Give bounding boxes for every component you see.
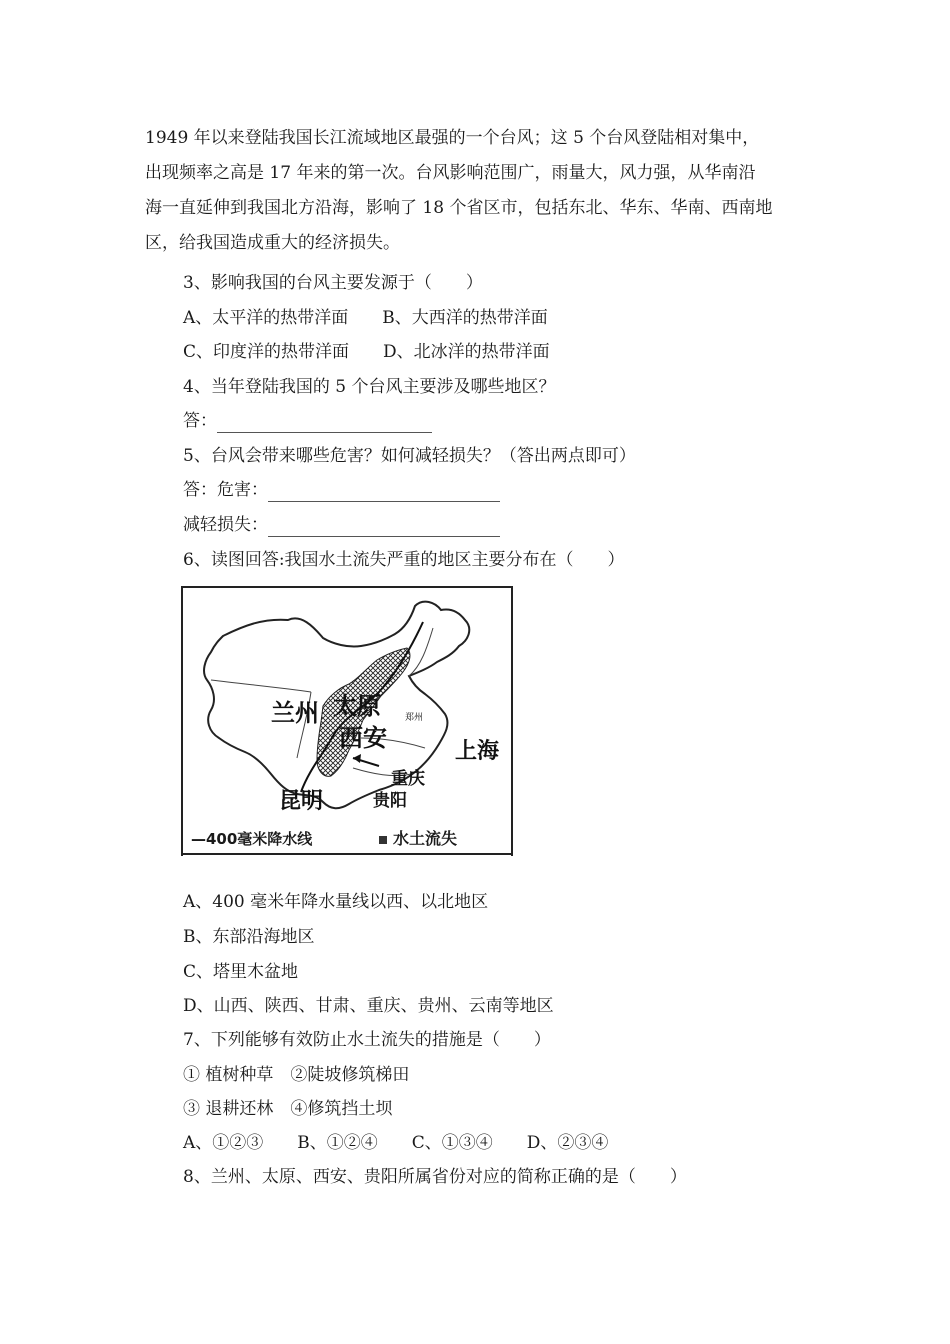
legend-precipitation-line: —400毫米降水线	[191, 830, 313, 848]
harm-label: 答：危害：	[183, 480, 268, 500]
paragraph-line-3: 海一直延伸到我国北方沿海，影响了 18 个省区市，包括东北、华东、华南、西南地	[145, 198, 773, 218]
question-5-reduce-row	[183, 513, 500, 537]
paragraph-line-2: 出现频率之高是 17 年来的第一次。台风影响范围广，雨量大，风力强，从华南沿	[145, 163, 756, 183]
question-7-measures-2: ③ 退耕还林 ④修筑挡土坝	[183, 1099, 393, 1119]
question-8: 8、兰州、太原、西安、贵阳所属省份对应的简称正确的是（ ）	[183, 1167, 687, 1187]
legend-erosion-swatch	[379, 836, 387, 844]
paragraph-line-4: 区，给我国造成重大的经济损失。	[145, 233, 400, 253]
map-label-lanzhou: 兰州	[271, 699, 319, 727]
question-5: 5、台风会带来哪些危害？如何减轻损失？（答出两点即可）	[183, 446, 636, 466]
question-7: 7、下列能够有效防止水土流失的措施是（ ）	[183, 1030, 551, 1050]
reduce-blank[interactable]	[268, 518, 500, 537]
question-6-option-b: B、东部沿海地区	[183, 927, 315, 947]
question-3: 3、影响我国的台风主要发源于（ ）	[183, 273, 483, 293]
question-6-option-a: A、400 毫米年降水量线以西、以北地区	[183, 892, 489, 912]
question-3-options-cd: C、印度洋的热带洋面 D、北冰洋的热带洋面	[183, 342, 550, 362]
map-label-chongqing: 重庆	[391, 769, 425, 789]
question-5-harm-row	[183, 478, 500, 502]
answer-label: 答：	[183, 411, 217, 431]
answer-blank[interactable]	[217, 414, 432, 433]
question-4-answer-row	[183, 409, 432, 433]
question-6-option-c: C、塔里木盆地	[183, 962, 299, 982]
harm-blank[interactable]	[268, 483, 500, 502]
map-label-xian: 西安	[339, 724, 387, 752]
map-label-guiyang: 贵阳	[373, 791, 407, 811]
map-label-kunming: 昆明	[279, 789, 324, 814]
china-soil-erosion-map	[181, 586, 513, 856]
reduce-label: 减轻损失：	[183, 515, 268, 535]
map-label-shanghai: 上海	[455, 739, 500, 764]
question-6-option-d: D、山西、陕西、甘肃、重庆、贵州、云南等地区	[183, 996, 554, 1016]
legend-soil-erosion	[379, 826, 457, 849]
question-3-options-ab: A、太平洋的热带洋面 B、大西洋的热带洋面	[183, 308, 548, 328]
map-label-zhengzhou: 郑州	[405, 713, 424, 723]
question-7-options: A、①②③ B、①②④ C、①③④ D、②③④	[183, 1133, 609, 1153]
legend-erosion-label: 水土流失	[393, 829, 458, 848]
question-7-measures-1: ① 植树种草 ②陡坡修筑梯田	[183, 1065, 410, 1085]
question-6: 6、读图回答:我国水土流失严重的地区主要分布在（ ）	[183, 550, 625, 570]
paragraph-line-1: 1949 年以来登陆我国长江流域地区最强的一个台风；这 5 个台风登陆相对集中，	[145, 128, 760, 148]
question-4: 4、当年登陆我国的 5 个台风主要涉及哪些地区？	[183, 377, 556, 397]
map-label-taiyuan: 太原	[333, 692, 381, 720]
